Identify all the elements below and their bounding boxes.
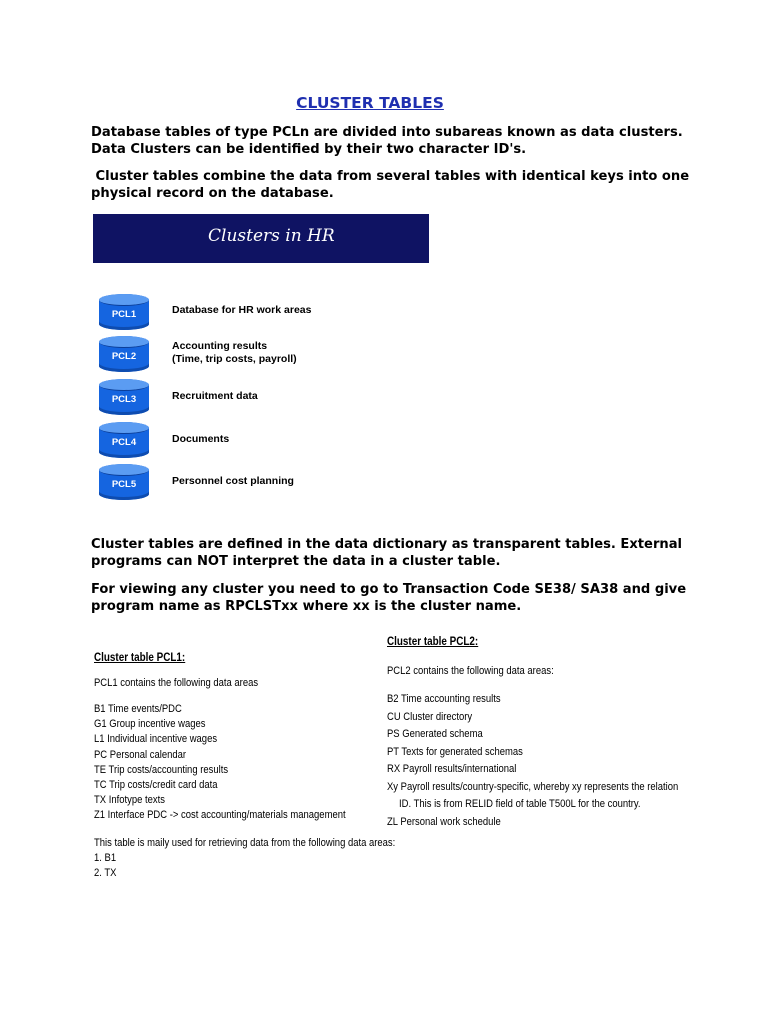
transparent-paragraph (91, 537, 691, 570)
pcl2-item: Xy Payroll results/country-specific, whereby xy represents the relation (387, 780, 679, 793)
paragraph-line: For viewing any cluster you need to go to Transaction Code SE38/ SA38 and give (91, 582, 687, 597)
cluster-cylinder-pcl1 (99, 294, 149, 330)
pcl1-heading: Cluster table PCL1: (94, 652, 186, 664)
pcl1-item: G1 Group incentive wages (94, 718, 206, 731)
pcl2-heading: Cluster table PCL2: (387, 636, 479, 648)
pcl2-item: CU Cluster directory (387, 710, 473, 723)
cluster-desc-pcl1 (172, 304, 311, 317)
pcl2-item: B2 Time accounting results (387, 693, 501, 705)
cluster-desc-pcl5 (172, 475, 294, 488)
paragraph-line: program name as RPCLSTxx where xx is the cluster name. (91, 598, 522, 614)
pcl2-intro: PCL2 contains the following data areas: (387, 665, 554, 677)
combine-paragraph (91, 169, 691, 202)
pcl2-item: ZL Personal work schedule (387, 815, 501, 828)
pcl1-note: This table is maily used for retrieving data from the following data areas: (94, 836, 396, 849)
cluster-desc-line: (Time, trip costs, payroll) (172, 353, 297, 365)
pcl1-section (94, 652, 395, 881)
pcl1-list-item: 2. TX (94, 867, 117, 880)
paragraph-line: Data Clusters can be identified by their two character ID's. (91, 141, 527, 157)
pcl1-item: L1 Individual incentive wages (94, 733, 218, 746)
pcl2-section (387, 636, 678, 831)
pcl1-intro: PCL1 contains the following data areas (94, 677, 259, 689)
pcl1-item: PC Personal calendar (94, 748, 187, 761)
pcl1-list-item: 1. B1 (94, 851, 117, 864)
cluster-cylinder-pcl4 (99, 422, 149, 458)
paragraph-line: programs can NOT interpret the data in a cluster table. (91, 553, 501, 569)
clusters-banner (93, 214, 429, 263)
cluster-desc-line: Recruitment data (172, 390, 258, 402)
cluster-desc-line: Documents (172, 433, 230, 445)
banner-title: Clusters in HR (208, 226, 335, 246)
pcl1-item: TX Infotype texts (94, 794, 165, 807)
paragraph-line: Cluster tables are defined in the data dictionary as transparent tables. External (91, 537, 683, 552)
cluster-id: PCL4 (111, 437, 137, 448)
transaction-paragraph (91, 582, 691, 615)
cluster-cylinder-pcl2 (99, 336, 149, 372)
paragraph-line: physical record on the database. (91, 185, 334, 201)
cluster-cylinder-pcl3 (99, 379, 149, 415)
cluster-cylinder-pcl5 (99, 464, 149, 500)
pcl1-item: Z1 Interface PDC -> cost accounting/materials management (94, 809, 346, 822)
page-title: CLUSTER TABLES (296, 94, 444, 112)
pcl1-item: B1 Time events/PDC (94, 703, 182, 715)
pcl1-item: TC Trip costs/credit card data (94, 779, 218, 792)
cluster-desc-line: Personnel cost planning (172, 475, 294, 487)
cluster-id: PCL1 (111, 309, 137, 320)
pcl2-item: PT Texts for generated schemas (387, 745, 523, 758)
paragraph-line: Cluster tables combine the data from several tables with identical keys into one (91, 169, 690, 184)
cluster-id: PCL2 (111, 351, 137, 362)
pcl2-item: RX Payroll results/international (387, 763, 517, 775)
cluster-desc-line: Accounting results (172, 340, 268, 352)
cluster-desc-pcl3 (172, 390, 258, 403)
cluster-desc-pcl2 (172, 340, 297, 366)
paragraph-line: Database tables of type PCLn are divided into subareas known as data clusters. (91, 125, 683, 140)
cluster-desc-line: Database for HR work areas (172, 304, 312, 316)
cluster-desc-pcl4 (172, 433, 229, 446)
cluster-id: PCL5 (111, 479, 137, 490)
pcl2-item: PS Generated schema (387, 728, 483, 740)
cluster-id: PCL3 (111, 394, 137, 405)
intro-paragraph (91, 125, 691, 158)
pcl1-item: TE Trip costs/accounting results (94, 763, 229, 776)
pcl2-item: ID. This is from RELID field of table T500L for the country. (399, 798, 641, 810)
